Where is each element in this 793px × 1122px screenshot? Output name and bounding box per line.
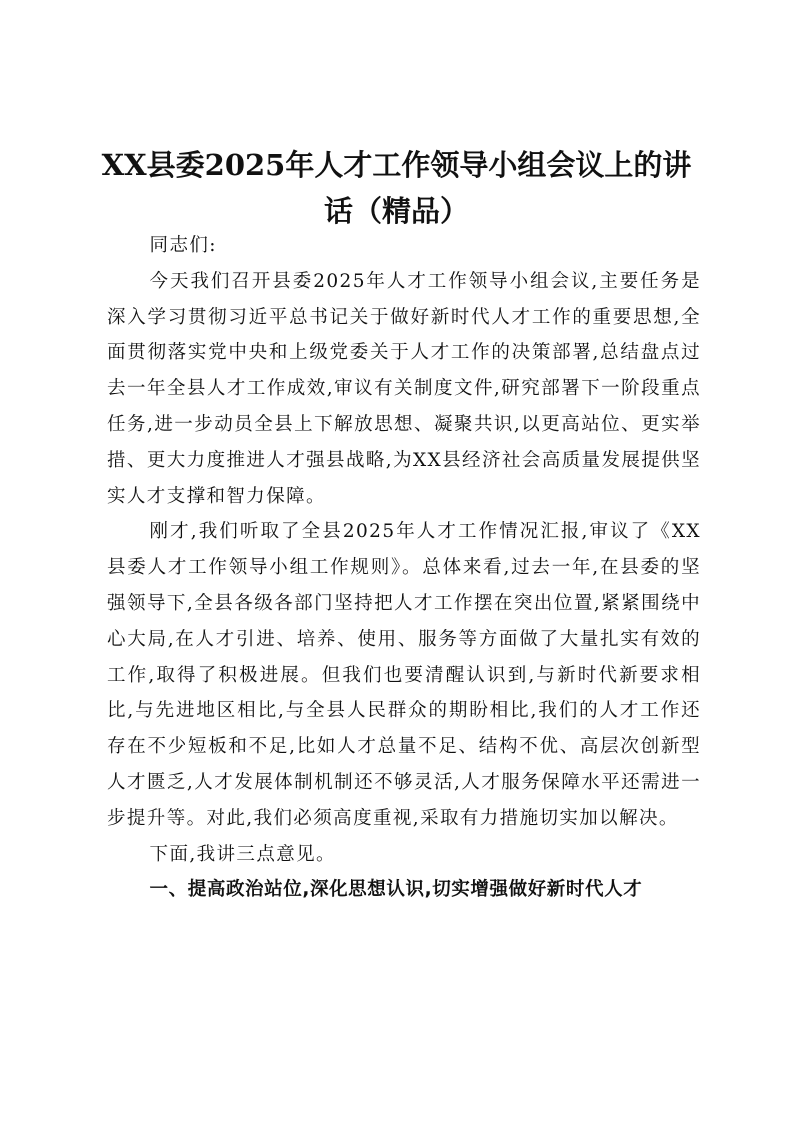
document-body [107,228,701,908]
paragraph-transition: 下面,我讲三点意见。 [149,843,336,865]
paragraph-review: 刚才,我们听取了全县2025年人才工作情况汇报,审议了《XX县委人才工作领导小组工作规则》。总体来看,过去一年,在县委的坚强领导下,全县各级各部门坚持把人才工作摆在突出位置,紧紧围绕中心大局,在人才引进、培养、使用、服务等方面做了大量扎实有效的工作,取得了积极进展。但我们也要清醒认识到,与新时代新要求相比,与先进地区相比,与全县人民群众的期盼相比,我们的人才工作还存在不少短板和不足,比如人才总量不足、结构不优、高层次创新型人才匮乏,人才发展体制机制还不够灵活,人才服务保障水平还需进一步提升等。对此,我们必须高度重视,采取有力措施切实加以解决。 [107,521,701,829]
section-heading-one: 一、提高政治站位,深化思想认识,切实增强做好新时代人才 [149,879,643,901]
salutation: 同志们: [149,235,217,256]
document-title: XX县委2025年人才工作领导小组会议上的讲话（精品） [101,148,692,228]
paragraph-opening: 今天我们召开县委2025年人才工作领导小组会议,主要任务是深入学习贯彻习近平总书记关于做好新时代人才工作的重要思想,全面贯彻落实党中央和上级党委关于人才工作的决策部署,总结盘点过去一年全县人才工作成效,审议有关制度文件,研究部署下一阶段重点任务,进一步动员全县上下解放思想、凝聚共识,以更高站位、更实举措、更大力度推进人才强县战略,为XX县经济社会高质量发展提供坚实人才支撑和智力保障。 [107,270,701,507]
